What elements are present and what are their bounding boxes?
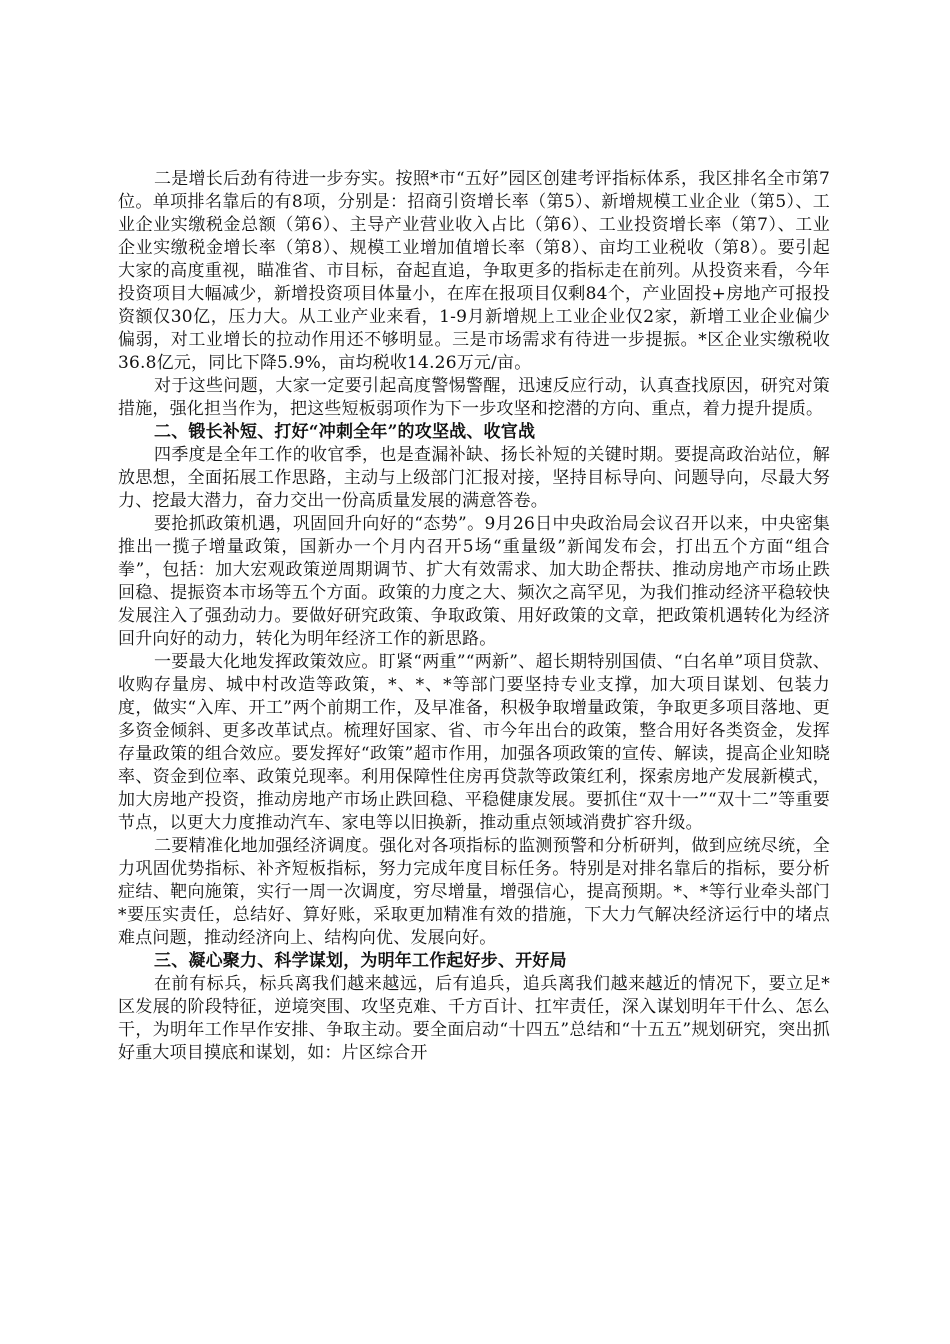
section-heading-3: 三、凝心聚力、科学谋划，为明年工作起好步、开好局	[154, 951, 567, 971]
paragraph-policy-opportunity: 要抢抓政策机遇，巩固回升向好的“态势”。9月26日中央政治局会议召开以来，中央密集推出一揽子增量政策，国新办一个月内召开5场“重量级”新闻发布会，打出五个方面“组合拳”，包括：加大宏观政策逆周期调节、扩大有效需求、加大助企帮扶、推动房地产市场止跌回稳、提振资本市场等五个方面。政策的力度之大、频次之高罕见，为我们推动经济平稳较快发展注入了强劲动力。要做好研究政策、争取政策、用好政策的文章，把政策机遇转化为经济回升向好的动力，转化为明年经济工作的新思路。	[118, 514, 830, 649]
paragraph-economic-dispatch: 二要精准化地加强经济调度。强化对各项指标的监测预警和分析研判，做到应统尽统，全力巩固优势指标、补齐短板指标，努力完成年度目标任务。特别是对排名靠后的指标，要分析症结、靶向施策，实行一周一次调度，穷尽增量，增强信心，提高预期。*、*等行业牵头部门*要压实责任，总结好、算好账，采取更加精准有效的措施，下大力气解决经济运行中的堵点难点问题，推动经济向上、结构向优、发展向好。	[118, 836, 830, 948]
section-heading-2: 二、锻长补短、打好“冲刺全年”的攻坚战、收官战	[154, 422, 536, 442]
paragraph-next-year-planning: 在前有标兵，标兵离我们越来越远，后有追兵，追兵离我们越来越近的情况下，要立足*区发展的阶段特征，逆境突围、攻坚克难、千方百计、扛牢责任，深入谋划明年干什么、怎么干，为明年工作早作安排、争取主动。要全面启动“十四五”总结和“十五五”规划研究，突出抓好重大项目摸底和谋划，如：片区综合开	[118, 974, 830, 1063]
paragraph-policy-effect: 一要最大化地发挥政策效应。盯紧“两重”“两新”、超长期特别国债、“白名单”项目贷款、收购存量房、城中村改造等政策，*、*、*等部门要坚持专业支撑，加大项目谋划、包装力度，做实“入库、开工”两个前期工作，及早准备，积极争取增量政策，争取更多项目落地、更多资金倾斜、更多改革试点。梳理好国家、省、市今年出台的政策，整合用好各类资金，发挥存量政策的组合效应。要发挥好“政策”超市作用，加强各项政策的宣传、解读，提高企业知晓率、资金到位率、政策兑现率。利用保障性住房再贷款等政策红利，探索房地产发展新模式，加大房地产投资，推动房地产市场止跌回稳、平稳健康发展。要抓住“双十一”“双十二”等重要节点，以更大力度推动汽车、家电等以旧换新，推动重点领域消费扩容升级。	[118, 652, 830, 833]
document-body	[118, 168, 830, 1065]
paragraph-fourth-quarter: 四季度是全年工作的收官季，也是查漏补缺、扬长补短的关键时期。要提高政治站位，解放思想，全面拓展工作思路，主动与上级部门汇报对接，坚持目标导向、问题导向，尽最大努力、挖最大潜力，奋力交出一份高质量发展的满意答卷。	[118, 445, 830, 511]
paragraph-problem-response: 对于这些问题，大家一定要引起高度警惕警醒，迅速反应行动，认真查找原因，研究对策措施，强化担当作为，把这些短板弱项作为下一步攻坚和挖潜的方向、重点，着力提升提质。	[118, 376, 830, 419]
paragraph-growth-momentum: 二是增长后劲有待进一步夯实。按照*市“五好”园区创建考评指标体系，我区排名全市第7位。单项排名靠后的有8项，分别是：招商引资增长率（第5）、新增规模工业企业（第5）、工业企业实缴税金总额（第6）、主导产业营业收入占比（第6）、工业投资增长率（第7）、工业企业实缴税金增长率（第8）、规模工业增加值增长率（第8）、亩均工业税收（第8）。要引起大家的高度重视，瞄准省、市目标，奋起直追，争取更多的指标走在前列。从投资来看，今年投资项目大幅减少，新增投资项目体量小，在库在报项目仅剩84个，产业固投+房地产可报投资额仅30亿，压力大。从工业产业来看，1-9月新增规上工业企业仅2家，新增工业企业偏少偏弱，对工业增长的拉动作用还不够明显。三是市场需求有待进一步提振。*区企业实缴税收36.8亿元，同比下降5.9%，亩均税收14.26万元/亩。	[118, 169, 830, 373]
